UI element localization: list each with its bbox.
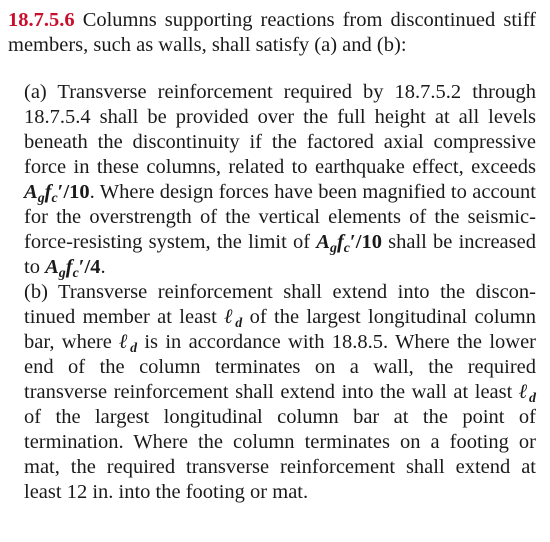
item-b [24, 280, 536, 505]
expr-agfc-over-4: $A_gf_c'/4$ [45, 256, 101, 281]
item-b-text-2: of the largest longitudinal column bar, where [24, 306, 536, 353]
expr-agfc-over-10: $A_gf_c'/10$ [24, 181, 90, 206]
expr-ld-1: ℓ$_d$ [224, 306, 243, 331]
clause-number: 18.7.5.6 [8, 9, 75, 31]
item-a-text-4: . [100, 256, 106, 278]
clause-heading [8, 8, 536, 58]
item-a-text-1: (a) Transverse reinforcement required by 18.7.5.2 through 18.7.5.4 shall be provided over the full height at all levels beneath the discontinuity if the factored axial compressive force in these columns, related to earthquake effect, exceeds [24, 81, 536, 178]
clause-text: Columns supporting reactions from discontinued stiff members, such as walls, shall satisfy (a) and (b): [8, 9, 536, 56]
expr-ld-2: ℓ$_d$ [119, 331, 138, 356]
expr-ld-3: ℓ$_d$ [518, 381, 536, 406]
item-b-text-1: (b) Transverse reinforcement shall extend into the discontinued member at least [24, 281, 536, 328]
clause-items [24, 80, 536, 505]
item-a-text-3: shall be increased to [24, 231, 536, 278]
item-a-text-2: . Where design forces have been magnified to account for the overstrength of the vertical elements of the seismic-force-resisting system, the limit of [24, 181, 536, 253]
item-a [24, 80, 536, 280]
expr-agfc-over-10-limit: $A_gf_c'/10$ [316, 231, 382, 256]
item-b-text-3: is in accordance with 18.8.5. Where the lower end of the column terminates on a wall, the required transverse reinforcement shall extend into the wall at least [24, 331, 536, 403]
item-b-text-4: of the largest longitudinal column bar at the point of termination. Where the column terminates on a footing or mat, the required transverse reinforcement shall extend at least 12 in. into the footing or mat. [24, 406, 536, 503]
